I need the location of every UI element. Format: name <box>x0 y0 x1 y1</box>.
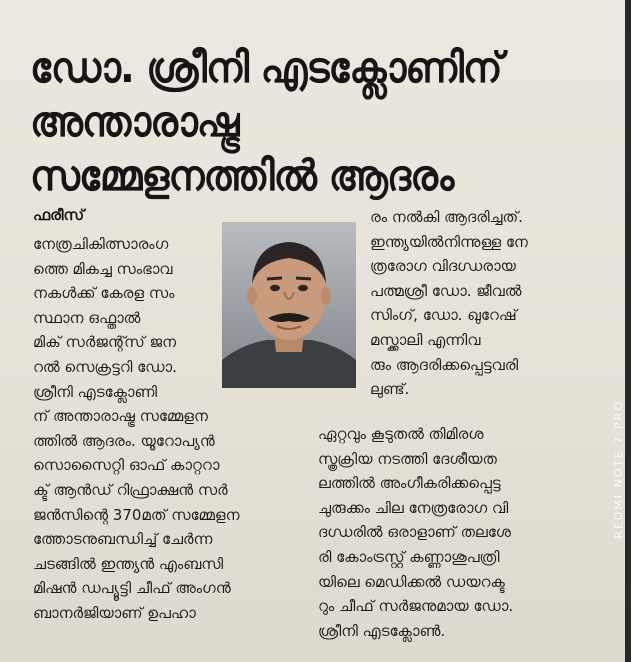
text-line: ത്രരോഗ വിദഗ്ധരായ <box>370 257 516 276</box>
text-line: സ്ത്രക്രിയ നടത്തി ദേശീയത <box>318 449 497 468</box>
text-line: സൊസൈറ്റി ഓഫ് കാറ്ററാ <box>33 456 220 475</box>
text-line: ശ്രീനി എടക്ലോൺ. <box>318 621 446 640</box>
headline <box>30 42 590 204</box>
page-edge-shadow <box>625 0 631 662</box>
text-line: മിക് സർജന്റ്സ് ജന <box>33 333 176 352</box>
camera-watermark: REDMI NOTE 7 PRO <box>612 400 625 539</box>
text-line: ത്തിൽ ആദരം. യൂറോപ്യൻ <box>33 431 215 450</box>
text-line: മിഷൻ ഡപ്യൂട്ടി ചീഫ് അംഗൻ <box>33 579 231 598</box>
text-line: യിലെ മെഡിക്കൽ ഡയറക്ട <box>318 572 505 591</box>
text-line: നേത്രചികിത്സാരംഗ <box>33 235 169 253</box>
text-line: പത്മശ്രീ ഡോ. ജീവൽ <box>370 281 522 300</box>
text-line: ലത്തിൽ അംഗീകരിക്കപ്പെട്ട <box>318 474 501 493</box>
text-line: ലുണ്ട്. <box>370 380 410 399</box>
headline-line: ഡോ. ശ്രീനി എടക്ലോണിന് <box>30 44 502 93</box>
text-line: റും ചീഫ് സർജനുമായ ഡോ. <box>318 597 514 616</box>
text-line: സ്ഥാന ഒഫ്താൽ <box>33 308 141 327</box>
text-line: രി കോംട്രസ്റ്റ് കണ്ണാശുപത്രി <box>318 547 500 566</box>
right-column-bottom <box>318 422 618 643</box>
text-line: ഏറ്റവും കൂടുതൽ തിമിരശ <box>318 425 484 443</box>
text-line: നകൾക്ക് കേരള സം <box>33 284 175 303</box>
text-line: ക്ട് ആൻഡ് റിഫ്രാക്ഷൻ സർ <box>33 480 228 499</box>
text-line: ന് അന്താരാഷ്ട്ര സമ്മേളന <box>33 407 208 426</box>
text-line: ത്തോടനുബന്ധിച്ച് ചേർന്ന <box>33 530 213 549</box>
text-line: ത്തെ മികച്ച സംഭാവ <box>33 259 173 278</box>
text-line: സിംഗ്, ഡോ. ഖുറേഷ് <box>370 306 517 325</box>
byline: ഫരീസ് <box>33 206 85 224</box>
text-line: രം നൽകി ആദരിച്ചത്. <box>370 208 523 226</box>
text-line: ദഗ്ധരിൽ ഒരാളാണ് തലശേ <box>318 523 511 542</box>
portrait-photo <box>222 222 356 388</box>
text-line: ചടങ്ങിൽ ഇന്ത്യൻ എംബസി <box>33 554 224 573</box>
text-line: ശ്രീനി എടക്ലോണി <box>33 382 158 401</box>
headline-line: അന്താരാഷ്ട്ര <box>30 98 239 147</box>
text-line: ജൻസിന്റെ 370മത് സമ്മേളന <box>33 505 240 524</box>
text-line: രും ആദരിക്കപ്പെട്ടവരി <box>370 355 519 374</box>
right-column-top <box>370 205 620 402</box>
headline-line: സമ്മേളനത്തിൽ ആദരം <box>30 152 454 201</box>
text-line: റൽ സെക്രട്ടറി ഡോ. <box>33 357 177 376</box>
text-line: ബാനർജിയാണ് ഉപഹാ <box>33 603 196 622</box>
text-line: മസ്ക്കാലി എന്നിവ <box>370 330 481 349</box>
text-line: ഇന്ത്യയിൽനിന്നുള്ള നേ <box>370 232 528 251</box>
text-line: ചുരുക്കം ചില നേത്രരോഗ വി <box>318 498 509 517</box>
portrait-illustration <box>222 222 356 388</box>
